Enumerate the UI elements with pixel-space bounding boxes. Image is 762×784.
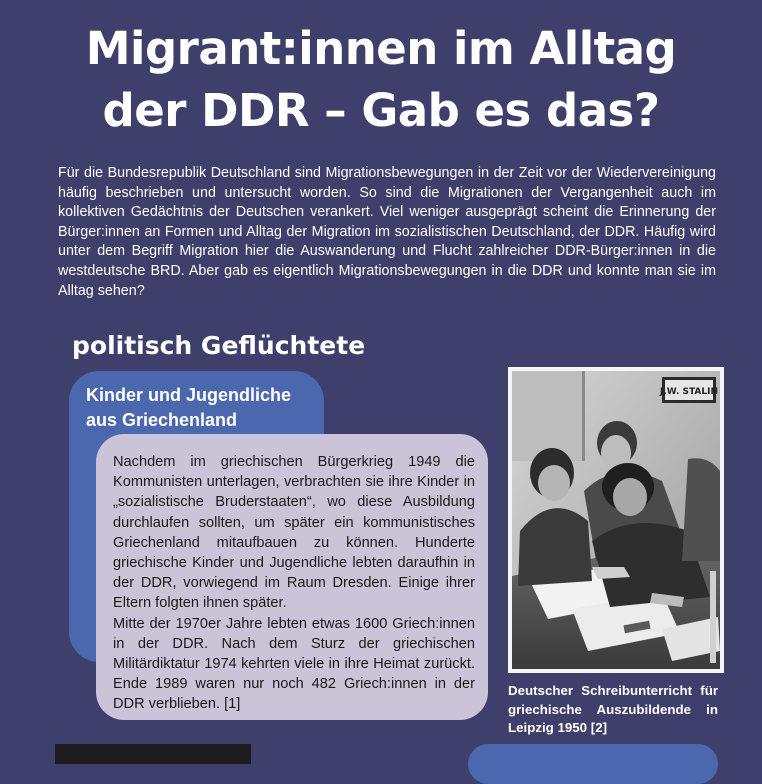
intro-paragraph: Für die Bundesrepublik Deutschland sind Migrationsbewegungen in der Zeit vor der Wiedervereinigung häufig beschrieben und untersucht worden. So sind die Migrationen der Vergangenheit auch im kollektiven Gedächtnis der Deutschen verankert. Viel weniger ausgeprägt scheint die Erinnerung der Bürger:innen an Formen und Alltag der Migration im sozialistischen Deutschland, der DDR. Häufig wird unter dem Begriff Migration hier die Auswanderung und Flucht zahlreicher DDR-Bürger:innen in die westdeutsche BRD. Aber gab es eigentlich Migrationsbewegungen in die DDR und konnte man sie im Alltag sehen? [58,165,716,299]
body-paragraph-2: Mitte der 1970er Jahre lebten etwas 1600 Griech:innen in der DDR. Nach dem Sturz der griechischen Militärdiktatur 1974 kehrten viele in ihre Heimat zurückt. Ende 1989 waren nur noch 482 Griech:innen in der DDR verblieben. [1] [113,615,475,713]
body-text [113,452,475,715]
bottom-subheading-box [468,744,718,784]
page-title-line-1: Migrant:innen im Alltag [85,22,677,75]
historical-photo-frame [508,367,724,673]
section-heading: politisch Geflüchtete [72,331,366,360]
page-title [0,18,762,142]
body-paragraph-1: Nachdem im griechischen Bürgerkrieg 1949 die Kommunisten unterlagen, verbrachten sie ihre Kinder in „sozialistische Bruderstaaten“, wo diese Ausbildung durchlaufen sollten, um später ein kommunistisches Griechenland mitaufbauen zu können. Hunderte griechische Kinder und Jugendliche lebten daraufhin in der DDR, vorwiegend im Raum Dresden. Einige ihrer Eltern folgten ihnen später. [113,454,475,612]
body-text-box [96,434,488,720]
historical-photo [512,371,720,669]
classroom-photo-illustration [512,371,720,669]
bottom-photo-fragment [55,744,251,764]
photo-caption: Deutscher Schreibunterricht für griechische Auszubildende in Leipzig 1950 [2] [508,683,718,735]
subheading: Kinder und Jugendliche aus Griechenland [86,385,292,430]
page-title-line-2: der DDR – Gab es das? [102,84,660,137]
photo-sign-text: J.W. STALIN [659,387,719,397]
